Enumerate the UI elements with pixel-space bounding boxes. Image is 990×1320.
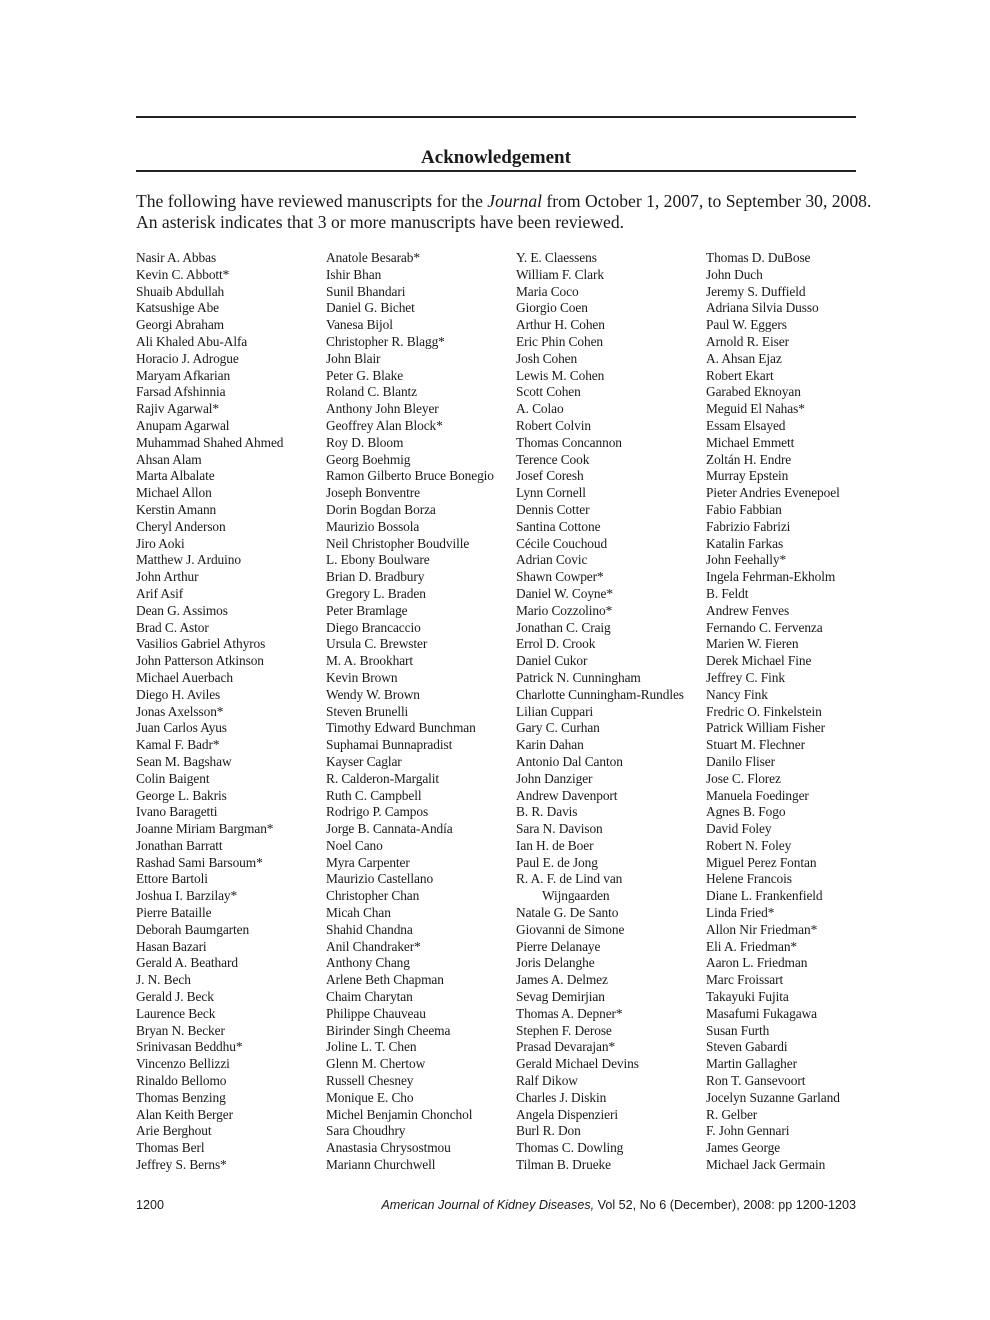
- reviewer-name: Pierre Delanaye: [516, 938, 601, 954]
- reviewer-name: Thomas A. Depner*: [516, 1005, 623, 1021]
- reviewer-name: Maria Coco: [516, 283, 579, 299]
- reviewer-name: Jonas Axelsson*: [136, 703, 224, 719]
- page-title: Acknowledgement: [421, 146, 571, 168]
- reviewer-name: A. Colao: [516, 401, 564, 417]
- reviewer-name: Lynn Cornell: [516, 485, 586, 501]
- reviewer-name: Peter G. Blake: [326, 367, 404, 383]
- reviewer-name: B. Feldt: [706, 585, 749, 601]
- reviewer-name: Thomas Benzing: [136, 1089, 226, 1105]
- reviewer-name: Rashad Sami Barsoum*: [136, 854, 263, 870]
- reviewer-name: J. N. Bech: [136, 972, 191, 988]
- reviewer-name: Anastasia Chrysostmou: [326, 1140, 451, 1156]
- reviewer-name: Geoffrey Alan Block*: [326, 417, 443, 433]
- reviewer-name: Bryan N. Becker: [136, 1022, 225, 1038]
- reviewer-name: Ivano Baragetti: [136, 804, 218, 820]
- reviewer-name: Andrew Fenves: [706, 602, 790, 618]
- reviewer-name: Noel Cano: [326, 837, 383, 853]
- reviewer-name: Derek Michael Fine: [706, 653, 812, 669]
- reviewer-name: Arif Asif: [136, 585, 184, 601]
- reviewer-name: Ettore Bartoli: [136, 871, 208, 887]
- reviewer-name: Eric Phin Cohen: [516, 333, 604, 349]
- reviewer-name: Linda Fried*: [706, 905, 775, 921]
- reviewer-name: Michael Allon: [136, 485, 212, 501]
- reviewer-column-4: [706, 250, 892, 1174]
- reviewer-name: Robert N. Foley: [706, 837, 792, 853]
- page-footer: [136, 1196, 856, 1214]
- reviewer-name: Michael Jack Germain: [706, 1157, 826, 1173]
- reviewer-name: Laurence Beck: [136, 1005, 216, 1021]
- reviewer-name: Errol D. Crook: [516, 636, 596, 652]
- reviewer-name: John Feehally*: [706, 552, 787, 568]
- reviewer-name: James George: [706, 1140, 781, 1156]
- reviewer-name: Murray Epstein: [706, 468, 789, 484]
- reviewer-name: Patrick N. Cunningham: [516, 669, 641, 685]
- reviewer-name: Takayuki Fujita: [706, 989, 789, 1005]
- reviewer-name: Arthur H. Cohen: [516, 317, 605, 333]
- reviewer-name: Adriana Silvia Dusso: [706, 300, 819, 316]
- journal-citation: [381, 1196, 856, 1214]
- reviewer-name: Jonathan C. Craig: [516, 619, 611, 635]
- intro-text-after: from October 1, 2007, to September 30, 2008.: [542, 191, 872, 211]
- reviewer-name: Thomas Concannon: [516, 434, 622, 450]
- reviewer-name: M. A. Brookhart: [326, 653, 414, 669]
- reviewer-name: Lilian Cuppari: [516, 703, 594, 719]
- reviewer-name: Jorge B. Cannata-Andía: [326, 821, 453, 837]
- reviewer-name: Rodrigo P. Campos: [326, 804, 429, 820]
- reviewer-name: Dorin Bogdan Borza: [326, 501, 436, 517]
- reviewer-name: Rinaldo Bellomo: [136, 1073, 227, 1089]
- reviewer-name: Joanne Miriam Bargman*: [136, 821, 274, 837]
- reviewer-name: Timothy Edward Bunchman: [326, 720, 476, 736]
- reviewer-name: Joseph Bonventre: [326, 485, 420, 501]
- reviewer-name: Stephen F. Derose: [516, 1022, 612, 1038]
- reviewer-name: Allon Nir Friedman*: [706, 921, 818, 937]
- intro-line-2: An asterisk indicates that 3 or more manuscripts have been reviewed.: [136, 211, 625, 232]
- reviewer-name: Diego Brancaccio: [326, 619, 421, 635]
- reviewer-name: Steven Gabardi: [706, 1039, 788, 1055]
- reviewer-name: Lewis M. Cohen: [516, 367, 605, 383]
- reviewer-name: Adrian Covic: [516, 552, 588, 568]
- reviewer-name: Ralf Dikow: [516, 1073, 578, 1089]
- reviewer-name: Joris Delanghe: [516, 955, 595, 971]
- reviewer-name: L. Ebony Boulware: [326, 552, 430, 568]
- intro-paragraph: [136, 191, 872, 232]
- reviewer-name: Kamal F. Badr*: [136, 737, 220, 753]
- reviewer-name: Anupam Agarwal: [136, 417, 230, 433]
- reviewer-name: Glenn M. Chertow: [326, 1056, 426, 1072]
- reviewer-name: Ron T. Gansevoort: [706, 1073, 806, 1089]
- reviewer-name: Srinivasan Beddhu*: [136, 1039, 243, 1055]
- reviewer-name: Ruth C. Campbell: [326, 787, 422, 803]
- reviewer-name: Peter Bramlage: [326, 602, 408, 618]
- journal-name: American Journal of Kidney Diseases,: [381, 1198, 595, 1212]
- reviewer-name: Josef Coresh: [516, 468, 584, 484]
- reviewer-name: Hasan Bazari: [136, 938, 207, 954]
- reviewer-name: Jiro Aoki: [136, 535, 185, 551]
- reviewer-name: Kevin C. Abbott*: [136, 266, 230, 282]
- reviewer-name: Garabed Eknoyan: [706, 384, 801, 400]
- reviewer-name: Ramon Gilberto Bruce Bonegio: [326, 468, 494, 484]
- reviewer-name: Roy D. Bloom: [326, 434, 404, 450]
- reviewer-name: Burl R. Don: [516, 1123, 581, 1139]
- reviewer-name: Karin Dahan: [516, 737, 584, 753]
- reviewer-name: Jonathan Barratt: [136, 837, 223, 853]
- reviewer-name: Prasad Devarajan*: [516, 1039, 616, 1055]
- reviewer-name: Nasir A. Abbas: [136, 250, 217, 265]
- page-number: 1200: [136, 1198, 165, 1212]
- reviewer-column-2: [326, 250, 512, 1174]
- reviewer-name: Pierre Bataille: [136, 905, 212, 921]
- reviewer-name: Joline L. T. Chen: [326, 1039, 417, 1055]
- reviewer-name: Anthony John Bleyer: [326, 401, 439, 417]
- reviewer-column-3: [516, 250, 702, 1174]
- reviewer-name: Jeremy S. Duffield: [706, 283, 806, 299]
- reviewer-name: Tilman B. Drueke: [516, 1157, 611, 1173]
- reviewer-name: Anthony Chang: [326, 955, 410, 971]
- reviewer-name: Charlotte Cunningham-Rundles: [516, 686, 684, 702]
- reviewer-name: Ali Khaled Abu-Alfa: [136, 333, 248, 349]
- reviewer-name: Horacio J. Adrogue: [136, 350, 239, 366]
- reviewer-name: Mariann Churchwell: [326, 1157, 436, 1173]
- reviewer-name: Fabrizio Fabrizi: [706, 518, 791, 534]
- reviewer-name: Matthew J. Arduino: [136, 552, 241, 568]
- reviewer-name: Micah Chan: [326, 905, 391, 921]
- reviewer-name: R. Gelber: [706, 1106, 758, 1122]
- reviewer-name: Brad C. Astor: [136, 619, 209, 635]
- reviewer-name: Alan Keith Berger: [136, 1106, 233, 1122]
- reviewer-name: Georg Boehmig: [326, 451, 411, 467]
- reviewer-name: Muhammad Shahed Ahmed: [136, 434, 284, 450]
- reviewer-name: Kevin Brown: [326, 669, 398, 685]
- reviewer-name: Danilo Fliser: [706, 753, 775, 769]
- reviewer-name: Ursula C. Brewster: [326, 636, 428, 652]
- reviewer-name: Maurizio Castellano: [326, 871, 434, 887]
- reviewer-name: Katalin Farkas: [706, 535, 784, 551]
- reviewer-name: John Duch: [706, 266, 763, 282]
- reviewer-name: Paul E. de Jong: [516, 854, 598, 870]
- reviewer-name: Jocelyn Suzanne Garland: [706, 1089, 840, 1105]
- reviewer-name: Anatole Besarab*: [326, 250, 420, 265]
- reviewer-name: Shuaib Abdullah: [136, 283, 225, 299]
- reviewer-name: Sara N. Davison: [516, 821, 603, 837]
- reviewer-name: Juan Carlos Ayus: [136, 720, 227, 736]
- reviewer-name: Robert Colvin: [516, 417, 591, 433]
- reviewer-name: Rajiv Agarwal*: [136, 401, 220, 417]
- reviewer-name: Sean M. Bagshaw: [136, 753, 232, 769]
- reviewer-name: Thomas C. Dowling: [516, 1140, 624, 1156]
- reviewer-name: Diane L. Frankenfield: [706, 888, 823, 904]
- reviewer-name: Charles J. Diskin: [516, 1089, 607, 1105]
- title-bottom-rule: [136, 170, 856, 172]
- reviewer-name: Ishir Bhan: [326, 266, 382, 282]
- reviewer-name: Steven Brunelli: [326, 703, 409, 719]
- reviewer-name: Wijngaarden: [542, 888, 610, 904]
- reviewer-name: Shawn Cowper*: [516, 569, 604, 585]
- reviewer-name: Natale G. De Santo: [516, 905, 619, 921]
- reviewer-name: Chaim Charytan: [326, 989, 413, 1005]
- reviewer-name: Nancy Fink: [706, 686, 768, 702]
- reviewer-name: Paul W. Eggers: [706, 317, 787, 333]
- reviewer-name: Robert Ekart: [706, 367, 774, 383]
- reviewer-name: Michael Emmett: [706, 434, 795, 450]
- reviewer-name: Mario Cozzolino*: [516, 602, 613, 618]
- reviewer-name: Stuart M. Flechner: [706, 737, 805, 753]
- reviewer-name: Ahsan Alam: [136, 451, 202, 467]
- reviewer-name: Neil Christopher Boudville: [326, 535, 470, 551]
- citation-details: Vol 52, No 6 (December), 2008: pp 1200-1203: [594, 1198, 856, 1212]
- reviewer-name: James A. Delmez: [516, 972, 608, 988]
- reviewer-name: Meguid El Nahas*: [706, 401, 805, 417]
- reviewer-name: Agnes B. Fogo: [706, 804, 786, 820]
- reviewer-name: Deborah Baumgarten: [136, 921, 250, 937]
- intro-text-before: The following have reviewed manuscripts for the: [136, 191, 488, 211]
- reviewer-name: Diego H. Aviles: [136, 686, 221, 702]
- reviewer-name: Dennis Cotter: [516, 501, 590, 517]
- reviewer-name: John Blair: [326, 350, 381, 366]
- reviewer-name: Terence Cook: [516, 451, 590, 467]
- reviewer-column-1: [136, 250, 322, 1174]
- reviewer-name: Colin Baigent: [136, 770, 210, 786]
- reviewer-name: Daniel G. Bichet: [326, 300, 415, 316]
- reviewer-name: Zoltán H. Endre: [706, 451, 792, 467]
- reviewer-name: Ingela Fehrman-Ekholm: [706, 569, 836, 585]
- reviewer-name: Giovanni de Simone: [516, 921, 625, 937]
- reviewer-name: A. Ahsan Ejaz: [706, 350, 782, 366]
- reviewer-name: Arie Berghout: [136, 1123, 212, 1139]
- reviewer-name: Susan Furth: [706, 1022, 770, 1038]
- reviewer-name: Maryam Afkarian: [136, 367, 231, 383]
- reviewer-name: R. Calderon-Margalit: [326, 770, 440, 786]
- reviewer-name: Georgi Abraham: [136, 317, 224, 333]
- reviewer-columns: [136, 250, 866, 1180]
- reviewer-name: B. R. Davis: [516, 804, 578, 820]
- reviewer-name: Patrick William Fisher: [706, 720, 826, 736]
- reviewer-name: John Patterson Atkinson: [136, 653, 264, 669]
- reviewer-name: Santina Cottone: [516, 518, 601, 534]
- reviewer-name: Myra Carpenter: [326, 854, 410, 870]
- reviewer-name: Essam Elsayed: [706, 417, 786, 433]
- reviewer-name: Birinder Singh Cheema: [326, 1022, 451, 1038]
- reviewer-name: Cécile Couchoud: [516, 535, 608, 551]
- reviewer-name: John Danziger: [516, 770, 593, 786]
- reviewer-name: David Foley: [706, 821, 772, 837]
- reviewer-name: Marien W. Fieren: [706, 636, 799, 652]
- reviewer-name: Suphamai Bunnapradist: [326, 737, 453, 753]
- reviewer-name: William F. Clark: [516, 266, 604, 282]
- reviewer-name: R. A. F. de Lind van: [516, 871, 623, 887]
- reviewer-name: Katsushige Abe: [136, 300, 220, 316]
- reviewer-name: Scott Cohen: [516, 384, 581, 400]
- reviewer-name: Fernando C. Fervenza: [706, 619, 823, 635]
- reviewer-name: Miguel Perez Fontan: [706, 854, 817, 870]
- reviewer-name: Daniel Cukor: [516, 653, 588, 669]
- reviewer-name: Gerald A. Beathard: [136, 955, 238, 971]
- reviewer-name: Andrew Davenport: [516, 787, 618, 803]
- reviewer-name: Arlene Beth Chapman: [326, 972, 444, 988]
- reviewer-name: Anil Chandraker*: [326, 938, 421, 954]
- reviewer-name: Arnold R. Eiser: [706, 333, 789, 349]
- reviewer-name: Monique E. Cho: [326, 1089, 414, 1105]
- reviewer-name: Vasilios Gabriel Athyros: [136, 636, 266, 652]
- top-rule: [136, 116, 856, 118]
- reviewer-name: Eli A. Friedman*: [706, 938, 798, 954]
- reviewer-name: Brian D. Bradbury: [326, 569, 425, 585]
- reviewer-name: Pieter Andries Evenepoel: [706, 485, 840, 501]
- reviewer-name: Aaron L. Friedman: [706, 955, 808, 971]
- reviewer-name: George L. Bakris: [136, 787, 227, 803]
- reviewer-name: Gerald J. Beck: [136, 989, 214, 1005]
- reviewer-name: Josh Cohen: [516, 350, 578, 366]
- reviewer-name: Angela Dispenzieri: [516, 1106, 618, 1122]
- reviewer-name: Sevag Demirjian: [516, 989, 605, 1005]
- reviewer-name: Sunil Bhandari: [326, 283, 406, 299]
- reviewer-name: Vanesa Bijol: [326, 317, 393, 333]
- reviewer-name: Masafumi Fukagawa: [706, 1005, 817, 1021]
- reviewer-name: Kayser Caglar: [326, 753, 402, 769]
- reviewer-name: Christopher Chan: [326, 888, 420, 904]
- reviewer-name: Sara Choudhry: [326, 1123, 406, 1139]
- reviewer-name: Russell Chesney: [326, 1073, 414, 1089]
- reviewer-name: Wendy W. Brown: [326, 686, 420, 702]
- reviewer-name: Dean G. Assimos: [136, 602, 228, 618]
- reviewer-name: F. John Gennari: [706, 1123, 790, 1139]
- reviewer-name: Marc Froissart: [706, 972, 784, 988]
- reviewer-name: Gerald Michael Devins: [516, 1056, 639, 1072]
- reviewer-name: Fabio Fabbian: [706, 501, 782, 517]
- reviewer-name: Farsad Afshinnia: [136, 384, 226, 400]
- reviewer-name: Shahid Chandna: [326, 921, 413, 937]
- intro-line-1: [136, 191, 872, 212]
- reviewer-name: Christopher R. Blagg*: [326, 333, 445, 349]
- reviewer-name: Cheryl Anderson: [136, 518, 226, 534]
- reviewer-name: Maurizio Bossola: [326, 518, 420, 534]
- reviewer-name: Marta Albalate: [136, 468, 215, 484]
- reviewer-name: Martin Gallagher: [706, 1056, 797, 1072]
- reviewer-name: Gregory L. Braden: [326, 585, 426, 601]
- reviewer-name: Manuela Foedinger: [706, 787, 809, 803]
- reviewer-name: Michael Auerbach: [136, 669, 233, 685]
- intro-journal-word: Journal: [487, 191, 543, 211]
- reviewer-name: Michel Benjamin Chonchol: [326, 1106, 473, 1122]
- reviewer-name: Thomas Berl: [136, 1140, 205, 1156]
- reviewer-name: Giorgio Coen: [516, 300, 588, 316]
- reviewer-name: Vincenzo Bellizzi: [136, 1056, 230, 1072]
- reviewer-name: John Arthur: [136, 569, 199, 585]
- reviewer-name: Gary C. Curhan: [516, 720, 600, 736]
- reviewer-name: Daniel W. Coyne*: [516, 585, 613, 601]
- reviewer-name: Helene Francois: [706, 871, 792, 887]
- reviewer-name: Joshua I. Barzilay*: [136, 888, 238, 904]
- reviewer-name: Antonio Dal Canton: [516, 753, 623, 769]
- reviewer-name: Ian H. de Boer: [516, 837, 594, 853]
- reviewer-name: Roland C. Blantz: [326, 384, 418, 400]
- reviewer-name: Thomas D. DuBose: [706, 250, 811, 265]
- reviewer-name: Jose C. Florez: [706, 770, 781, 786]
- reviewer-name: Philippe Chauveau: [326, 1005, 426, 1021]
- reviewer-name: Jeffrey C. Fink: [706, 669, 785, 685]
- reviewer-name: Y. E. Claessens: [516, 250, 597, 265]
- reviewer-name: Kerstin Amann: [136, 501, 217, 517]
- reviewer-name: Fredric O. Finkelstein: [706, 703, 822, 719]
- reviewer-name: Jeffrey S. Berns*: [136, 1157, 227, 1173]
